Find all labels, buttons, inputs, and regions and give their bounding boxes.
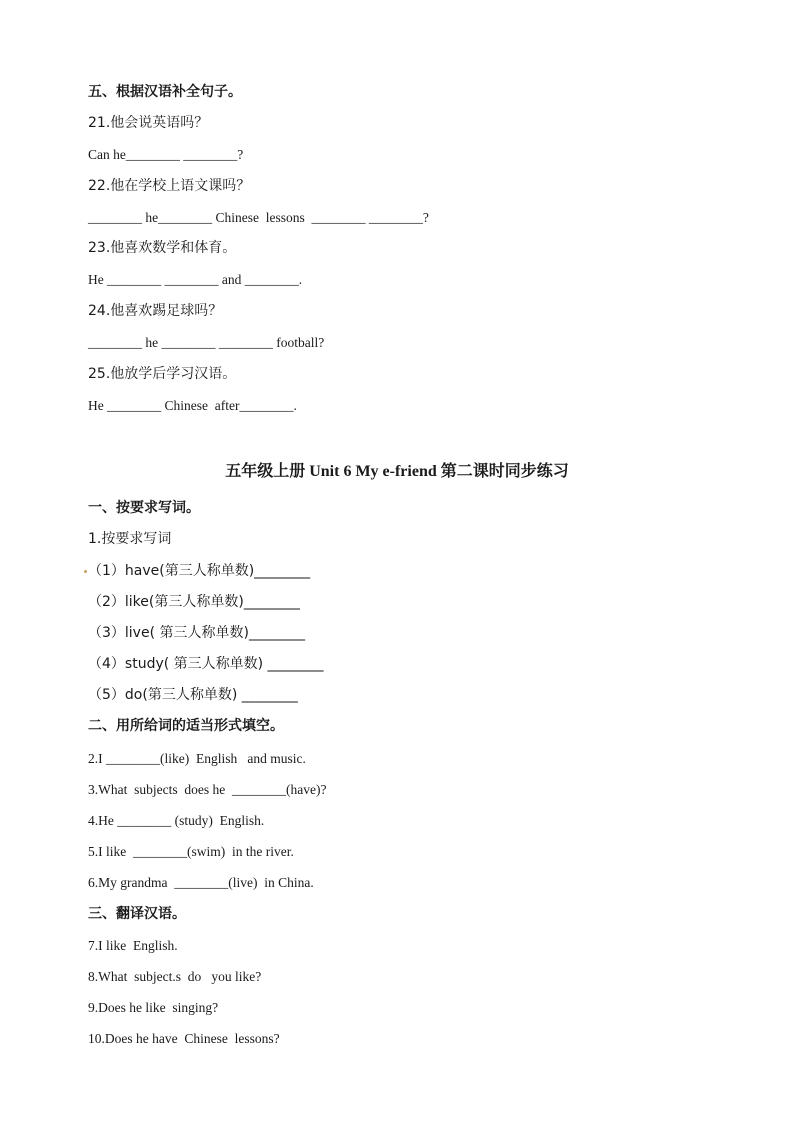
question-21-en: Can he________ ________?: [88, 147, 244, 162]
part-1-item-1: [84, 562, 310, 580]
question-24-en: ________ he ________ ________ football?: [88, 335, 325, 350]
part-1-subtitle: 1.按要求写词: [88, 531, 172, 547]
part-2-item-5: 5.I like ________(swim) in the river.: [88, 844, 294, 859]
part-2-item-3: 3.What subjects does he ________(have)?: [88, 782, 327, 797]
part-2-heading: 二、用所给词的适当形式填空。: [88, 718, 284, 734]
question-22-en: ________ he________ Chinese lessons ________ ________?: [88, 210, 429, 225]
question-25-en: He ________ Chinese after________.: [88, 398, 297, 413]
section-5-heading: 五、根据汉语补全句子。: [88, 84, 242, 100]
part-2-item-4: 4.He ________ (study) English.: [88, 813, 265, 828]
part-1-heading: 一、按要求写词。: [88, 500, 200, 516]
part-1-item-1-text: （1）have(第三人称单数)________: [88, 563, 311, 579]
part-1-item-5: （5）do(第三人称单数) ________: [88, 687, 298, 703]
question-22-cn: 22.他在学校上语文课吗？: [88, 178, 251, 194]
part-1-item-4: （4）study( 第三人称单数) ________: [88, 656, 324, 672]
question-23-cn: 23.他喜欢数学和体育。: [88, 240, 237, 256]
question-21-cn: 21.他会说英语吗？: [88, 115, 209, 131]
part-2-item-2: 2.I ________(like) English and music.: [88, 751, 306, 766]
part-3-item-7: 7.I like English.: [88, 938, 178, 953]
page-title: 五年级上册 Unit 6 My e-friend 第二课时同步练习: [225, 463, 569, 480]
part-3-item-9: 9.Does he like singing?: [88, 1000, 219, 1015]
part-1-item-3: （3）live( 第三人称单数)________: [88, 625, 305, 641]
part-2-item-6: 6.My grandma ________(live) in China.: [88, 875, 314, 890]
question-23-en: He ________ ________ and ________.: [88, 272, 303, 287]
part-3-item-8: 8.What subject.s do you like?: [88, 969, 262, 984]
bullet-dot-icon: [84, 570, 87, 573]
question-25-cn: 25.他放学后学习汉语。: [88, 366, 237, 382]
question-24-cn: 24.他喜欢踢足球吗？: [88, 303, 223, 319]
part-1-item-2: （2）like(第三人称单数)________: [88, 594, 300, 610]
part-3-heading: 三、翻译汉语。: [88, 906, 186, 922]
part-3-item-10: 10.Does he have Chinese lessons?: [88, 1031, 280, 1046]
